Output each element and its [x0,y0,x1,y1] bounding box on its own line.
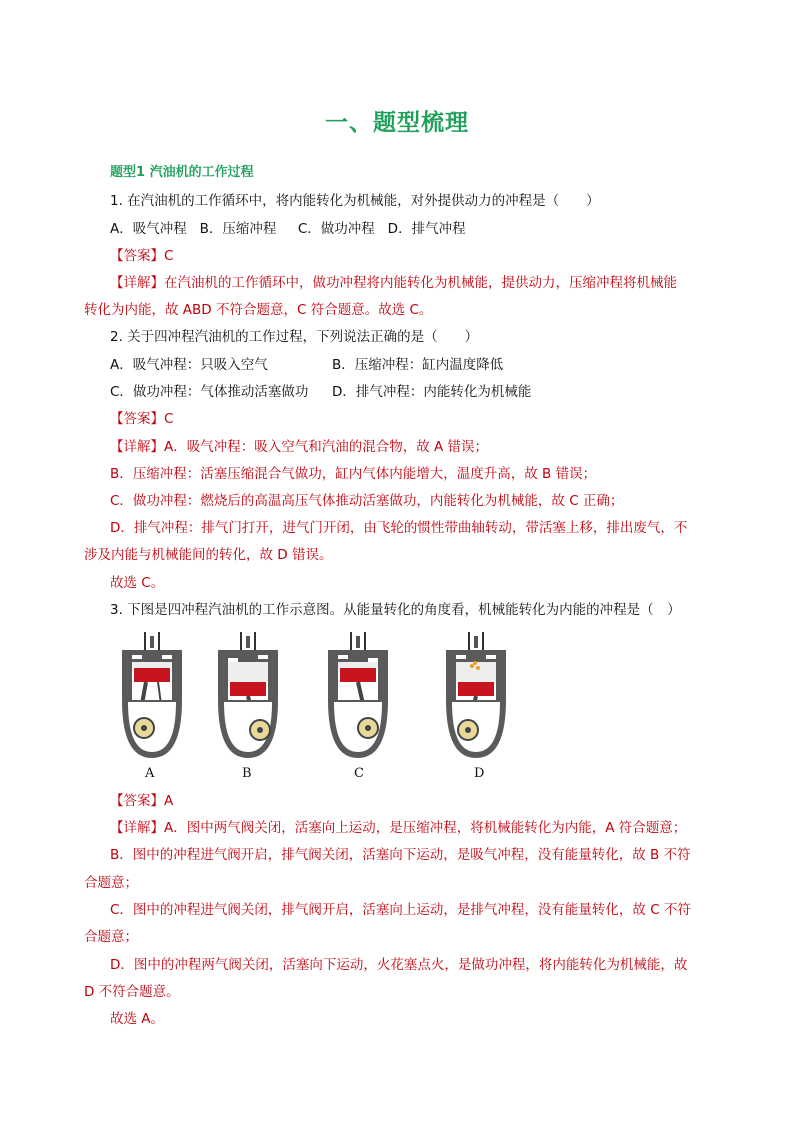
q3-detail-d1: D．图中的冲程两气阀关闭，活塞向下运动，火花塞点火，是做功冲程，将内能转化为机械能，故 [110,957,688,973]
q2-detail-d2: 涉及内能与机械能间的转化，故 D 错误。 [84,547,333,563]
detail-text: A．图中两气阀关闭，活塞向上运动，是压缩冲程，将机械能转化为内能，A 符合题意； [164,820,687,836]
detail-text: A．吸气冲程：吸入空气和汽油的混合物，故 A 错误； [164,439,489,455]
engine-diagram-b [212,630,284,760]
q2-option-b: B．压缩冲程：缸内温度降低 [332,357,504,373]
q3-detail-b1: B．图中的冲程进气阀开启，排气阀关闭，活塞向下运动，是吸气冲程，没有能量转化，故 B 不符 [110,847,691,863]
q2-options-row-2 [110,382,531,402]
q1-option-c: C．做功冲程 [297,221,375,237]
answer-value: C [164,248,174,264]
detail-tag: 【详解】 [110,439,164,455]
figure-label-c: C [354,766,364,781]
detail-tag: 【详解】 [110,275,164,291]
q2-conclusion: 故选 C。 [110,575,165,591]
q2-detail-c: C．做功冲程：燃烧后的高温高压气体推动活塞做功，内能转化为机械能，故 C 正确； [110,493,624,509]
engine-figure-c [328,632,388,758]
q2-options-row-1 [110,355,503,375]
engine-figure-b [218,632,278,758]
answer-tag: 【答案】 [110,248,164,264]
answer-value: A [164,793,174,809]
q2-detail-a [110,437,488,457]
q1-option-b: B．压缩冲程 [199,221,277,237]
section-heading: 题型1 汽油机的工作过程 [110,165,254,180]
engine-diagram-c [322,630,394,760]
q3-detail-a [110,818,686,838]
q1-detail-line-1 [110,273,677,293]
answer-tag: 【答案】 [110,793,164,809]
figure-label-a: A [145,766,155,781]
q3-detail-b2: 合题意； [84,875,138,891]
q2-detail-b: B．压缩冲程：活塞压缩混合气做功，缸内气体内能增大，温度升高，故 B 错误； [110,466,597,482]
q2-detail-d1: D．排气冲程：排气门打开，进气门开闭，由飞轮的惯性带曲轴转动，带活塞上移，排出废气，不 [110,520,688,536]
engine-figure-d [446,632,506,758]
q2-option-c: C．做功冲程：气体推动活塞做功 [110,384,309,400]
q3-conclusion: 故选 A。 [110,1011,165,1027]
q1-option-a: A．吸气冲程 [110,221,187,237]
detail-text: 在汽油机的工作循环中，做功冲程将内能转化为机械能，提供动力，压缩冲程将机械能 [164,275,677,291]
answer-value: C [164,411,174,427]
engine-figure-a [122,632,182,758]
engine-diagram-d [440,630,512,760]
q2-option-d: D．排气冲程：内能转化为机械能 [332,384,532,400]
q2-option-a: A．吸气冲程：只吸入空气 [110,357,268,373]
figure-label-b: B [242,766,252,781]
q3-stem: 3. 下图是四冲程汽油机的工作示意图。从能量转化的角度看，机械能转化为内能的冲程是（ ） [110,602,681,618]
q3-detail-c2: 合题意； [84,929,138,945]
q1-stem: 1. 在汽油机的工作循环中，将内能转化为机械能，对外提供动力的冲程是（ ） [110,193,600,209]
figure-label-d: D [474,766,485,781]
q2-stem: 2. 关于四冲程汽油机的工作过程，下列说法正确的是（ ） [110,329,479,345]
q1-options [110,219,466,239]
detail-tag: 【详解】 [110,820,164,836]
q1-option-d: D．排气冲程 [387,221,466,237]
q2-answer [110,409,173,429]
engine-diagram-a [116,630,188,760]
answer-tag: 【答案】 [110,411,164,427]
q1-detail-line-2: 转化为内能，故 ABD 不符合题意，C 符合题意。故选 C。 [84,302,433,318]
q3-detail-c1: C．图中的冲程进气阀关闭，排气阀开启，活塞向上运动，是排气冲程，没有能量转化，故 C 不符 [110,902,691,918]
q3-answer [110,791,173,811]
q3-detail-d2: D 不符合题意。 [84,984,180,1000]
q1-answer [110,246,173,266]
page-title: 一、题型梳理 [325,110,469,136]
